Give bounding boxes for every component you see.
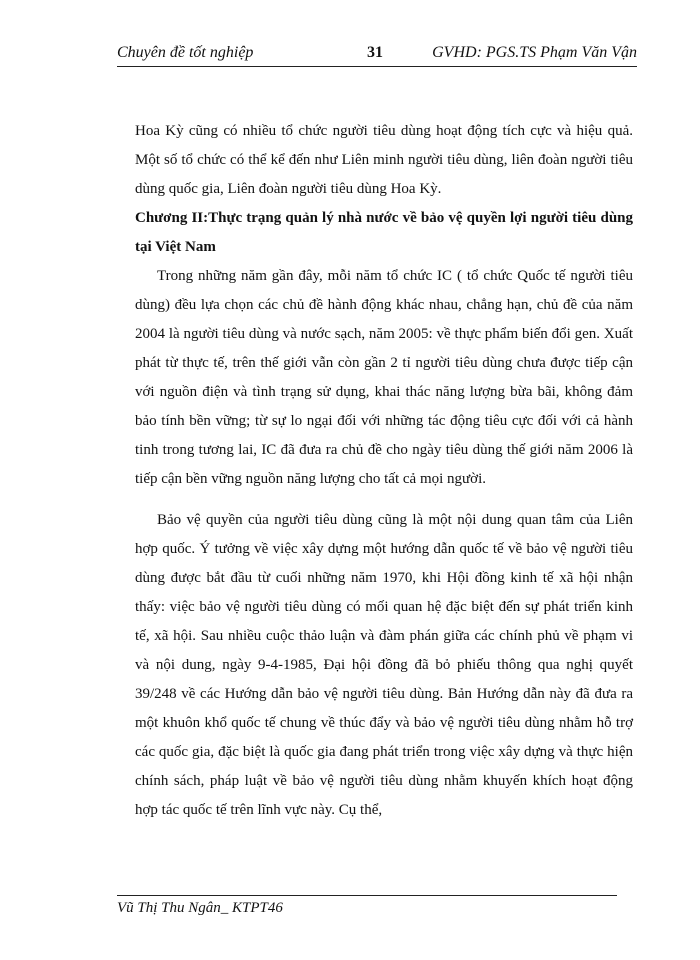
page-number: 31 <box>367 44 383 61</box>
header-advisor: GVHD: PGS.TS Phạm Văn Vận <box>432 44 637 61</box>
page-header <box>117 42 637 67</box>
footer-divider <box>117 895 617 896</box>
header-document-type: Chuyên đề tốt nghiệp <box>117 44 254 61</box>
paragraph-1: Hoa Kỳ cũng có nhiều tổ chức người tiêu dùng hoạt động tích cực và hiệu quả. Một số tổ chức có thể kể đến như Liên minh người tiêu dùng, liên đoàn người tiêu dùng quốc gia, Liên đoàn người tiêu dùng Hoa Kỳ. <box>135 123 633 197</box>
chapter-heading: Chương II:Thực trạng quản lý nhà nước về bảo vệ quyền lợi người tiêu dùng tại Việt Nam <box>135 210 633 255</box>
paragraph-3: Bảo vệ quyền của người tiêu dùng cũng là một nội dung quan tâm của Liên hợp quốc. Ý tưởng về việc xây dựng một hướng dẫn quốc tế về bảo vệ người tiêu dùng được bắt đầu từ cuối những năm 1970, khi Hội đồng kinh tế xã hội nhận thấy: việc bảo vệ người tiêu dùng có mối quan hệ đặc biệt đến sự phát triển kinh tế, xã hội. Sau nhiều cuộc thảo luận và đàm phán giữa các chính phủ về phạm vi và nội dung, ngày 9-4-1985, Đại hội đồng đã bỏ phiếu thông qua nghị quyết 39/248 về các Hướng dẫn bảo vệ người tiêu dùng. Bản Hướng dẫn này đã đưa ra một khuôn khổ quốc tế chung về thúc đẩy và bảo vệ người tiêu dùng nhằm hỗ trợ các quốc gia, đặc biệt là quốc gia đang phát triển trong việc xây dựng và thực hiện chính sách, pháp luật về bảo vệ người tiêu dùng nhằm khuyến khích hoạt động hợp tác quốc tế trên lĩnh vực này. Cụ thể, <box>135 512 633 818</box>
page-body <box>135 117 633 825</box>
paragraph-2: Trong những năm gần đây, mỗi năm tổ chức IC ( tổ chức Quốc tế người tiêu dùng) đều lựa chọn các chủ đề hành động khác nhau, chẳng hạn, chủ đề của năm 2004 là người tiêu dùng và nước sạch, năm 2005: về thực phẩm biến đổi gen. Xuất phát từ thực tế, trên thế giới vẫn còn gần 2 tỉ người tiêu dùng chưa được tiếp cận với nguồn điện và tình trạng sử dụng, khai thác năng lượng bừa bãi, không đảm bảo tính bền vững; từ sự lo ngại đối với những tác động tiêu cực đối với cả hành tinh trong tương lai, IC đã đưa ra chủ đề cho ngày tiêu dùng thế giới năm 2006 là tiếp cận bền vững nguồn năng lượng cho tất cả mọi người. <box>135 268 633 487</box>
footer-author: Vũ Thị Thu Ngân_ KTPT46 <box>117 900 283 916</box>
